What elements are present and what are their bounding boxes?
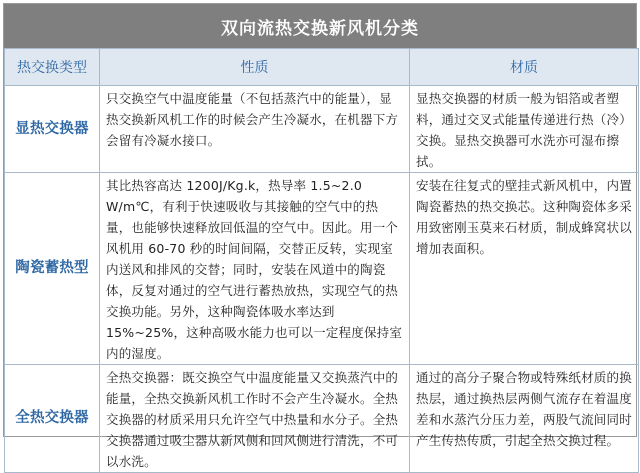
header-type: 热交换类型 [5,49,100,86]
row-type-label: 全热交换器 [5,365,100,473]
header-property: 性质 [100,49,410,86]
row-material-text: 通过的高分子聚合物或特殊纸材质的换热层，通过换热层两侧气流存在着温度差和水蒸汽分压力差，两股气流间同时产生传热传质，引起全热交换过程。 [410,365,639,473]
table-row [5,86,639,173]
row-material-text: 安装在往复式的壁挂式新风机中，内置陶瓷蓄热的热交换芯。这种陶瓷体多采用致密刚玉莫来石材质，制成蜂窝状以增加表面积。 [410,173,639,365]
row-type-label: 陶瓷蓄热型 [5,173,100,365]
classification-table [4,48,639,473]
header-material: 材质 [410,49,639,86]
classification-table-container [3,3,637,469]
table-row [5,365,639,473]
table-row [5,173,639,365]
row-property-text: 全热交换器：既交换空气中温度能量又交换蒸汽中的能量，全热交换新风机工作时不会产生冷凝水。全热交换器的材质采用只允许空气中热量和水分子。全热交换器通过吸尘器从新风侧和回风侧进行清洗，不可以水洗。 [100,365,410,473]
row-material-text: 显热交换器的材质一般为铝箔或者塑料，通过交叉式能量传递进行热（冷）交换。显热交换器可水洗亦可湿布擦拭。 [410,86,639,173]
row-property-text: 其比热容高达 1200J/Kg.k，热导率 1.5~2.0 W/m℃，有利于快速吸收与其接触的空气中的热量，也能够快速释放回低温的空气中。因此。用一个风机用 60-70 秒的时间间隔，交替正反转，实现室内送风和排风的交替；同时，安装在风道中的陶瓷体，反复对通过的空气进行蓄热放热，实现空气的热交换功能。另外，这种陶瓷体吸水率达到 15%~25%，这种高吸水能力也可以一定程度保持室内的湿度。 [100,173,410,365]
table-header-row [5,49,639,86]
table-title: 双向流热交换新风机分类 [4,4,636,48]
row-property-text: 只交换空气中温度能量（不包括蒸汽中的能量），显热交换新风机工作的时候会产生冷凝水，在机器下方会留有冷凝水接口。 [100,86,410,173]
row-type-label: 显热交换器 [5,86,100,173]
